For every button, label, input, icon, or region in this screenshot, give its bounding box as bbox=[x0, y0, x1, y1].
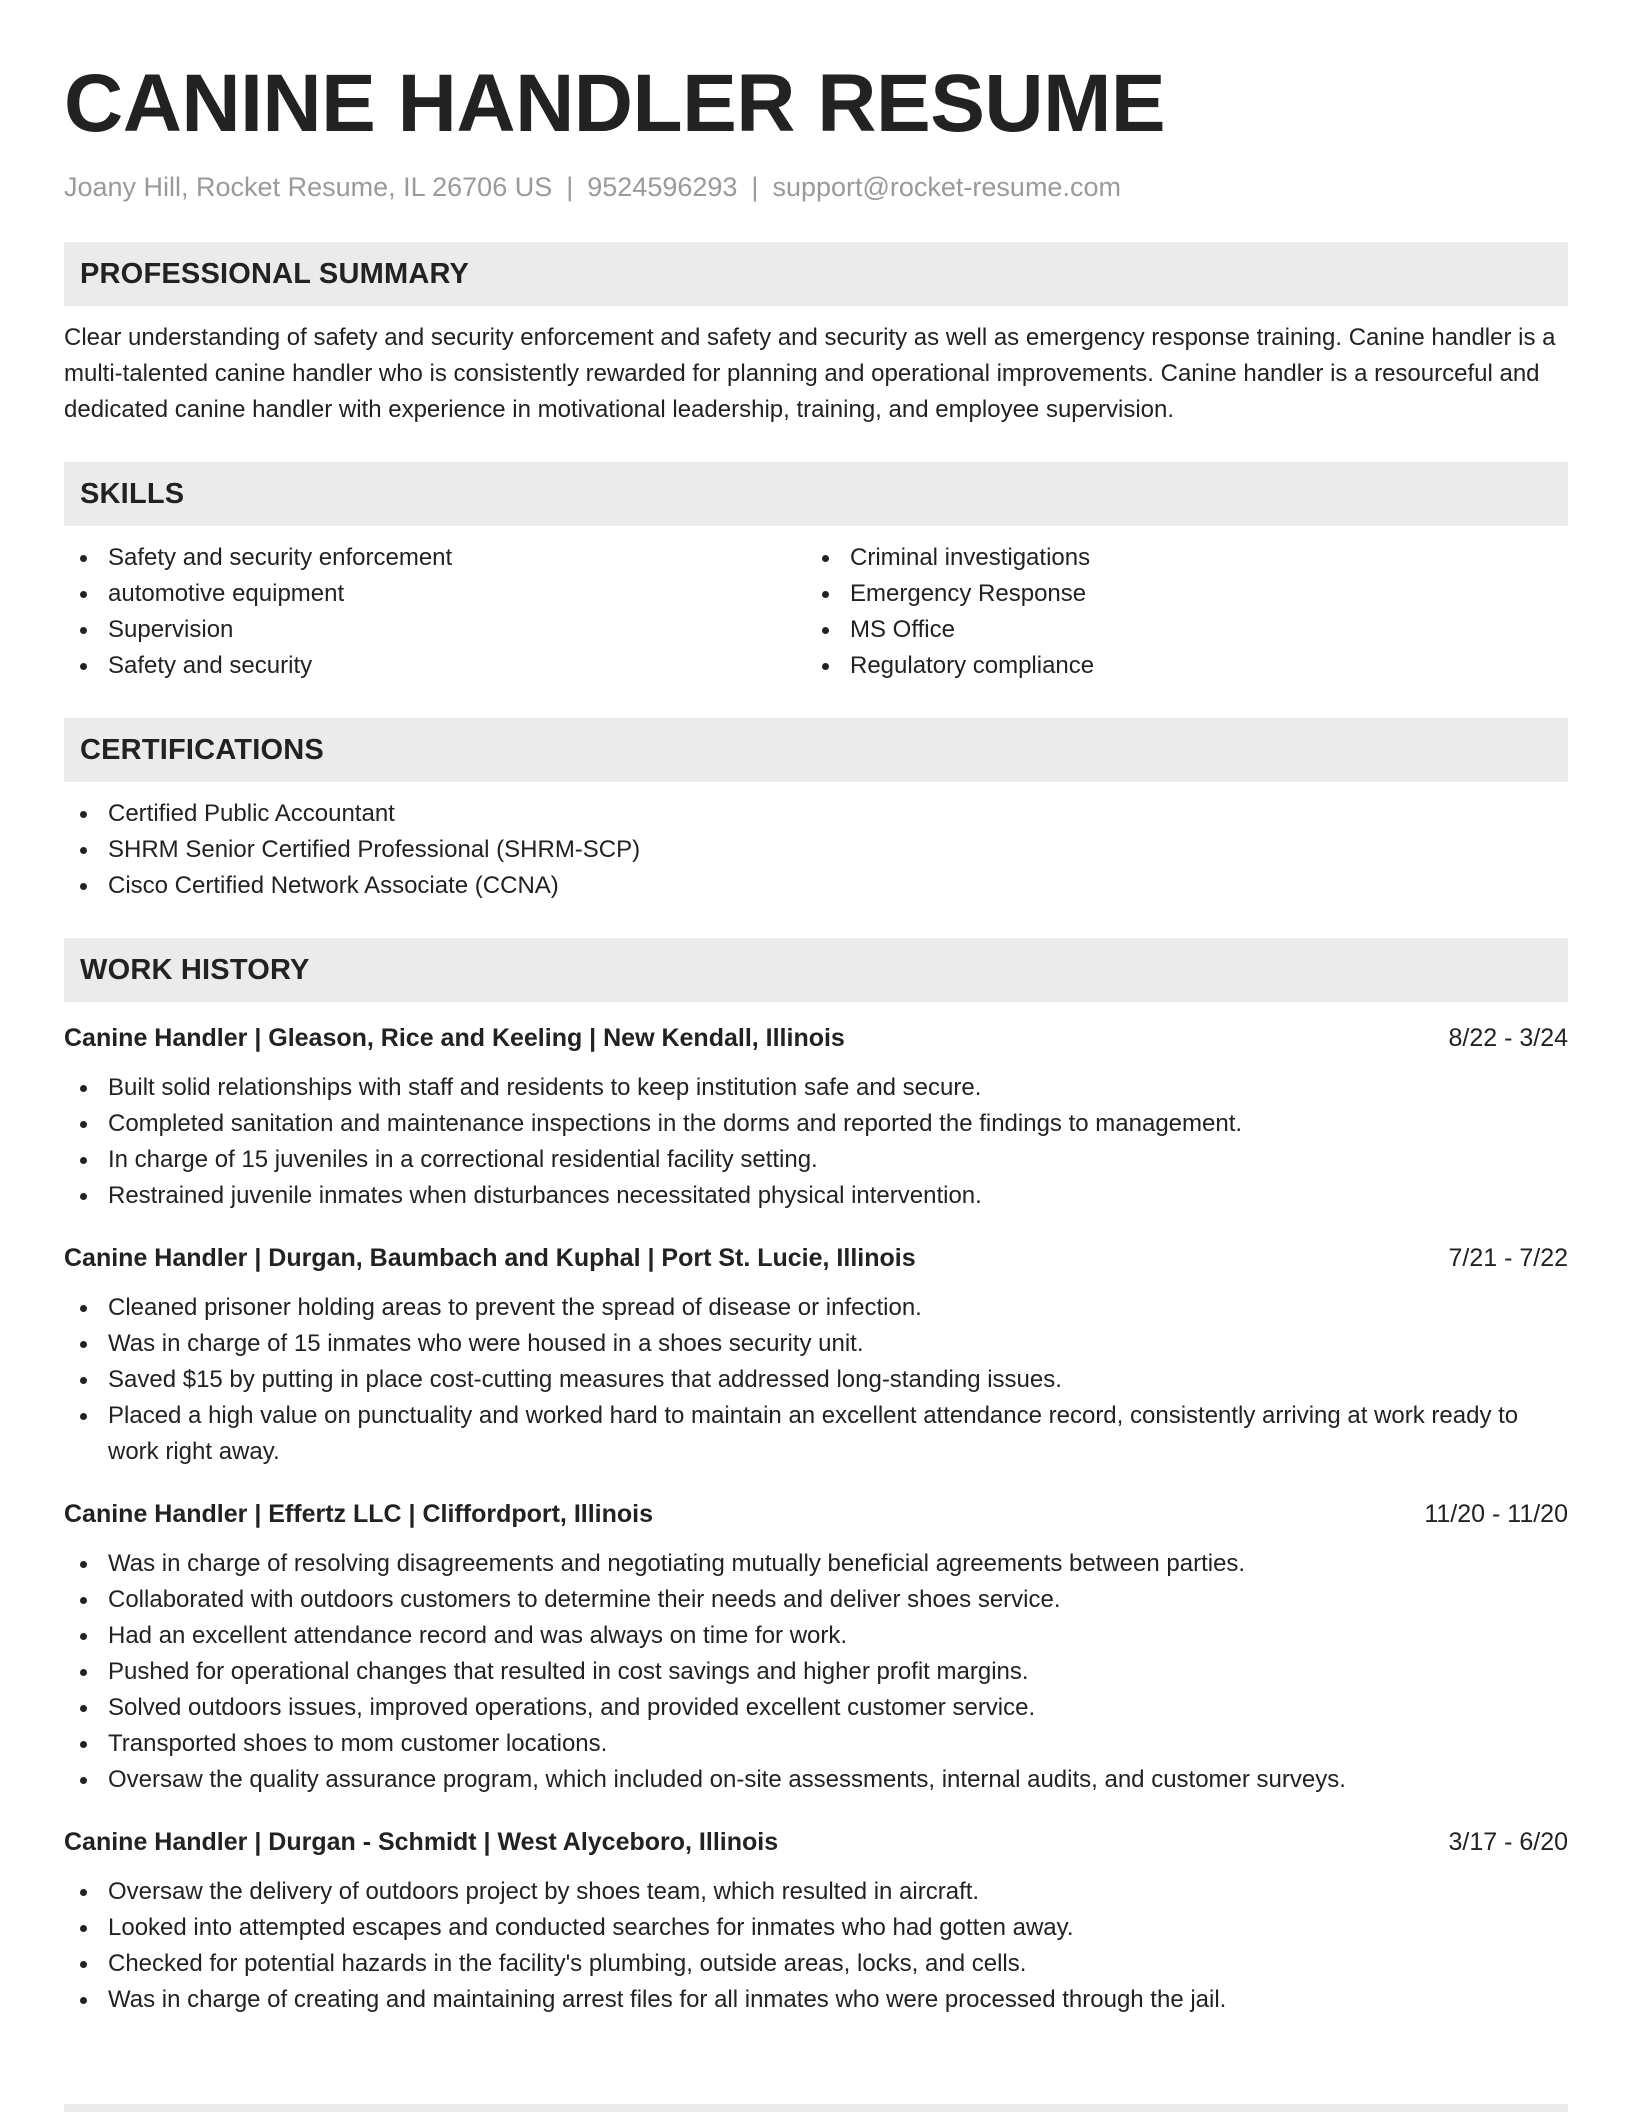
job-entry bbox=[64, 1020, 1568, 1214]
job-bullets bbox=[64, 1070, 1568, 1214]
job-header bbox=[64, 1240, 1568, 1276]
job-bullet: Placed a high value on punctuality and worked hard to maintain an excellent attendance record, consistently arriving at work ready to work right away. bbox=[64, 1398, 1568, 1470]
skills-left-column bbox=[64, 540, 806, 684]
job-entry bbox=[64, 1496, 1568, 1798]
job-header bbox=[64, 1824, 1568, 1860]
job-dates: 7/21 - 7/22 bbox=[1448, 1244, 1568, 1272]
contact-phone: 9524596293 bbox=[587, 172, 738, 202]
certification-item: Certified Public Accountant bbox=[64, 796, 1568, 832]
certifications-heading: CERTIFICATIONS bbox=[64, 718, 1568, 782]
certification-item: SHRM Senior Certified Professional (SHRM-SCP) bbox=[64, 832, 1568, 868]
summary-text: Clear understanding of safety and security enforcement and safety and security as well as emergency response training. Canine handler is a multi-talented canine handler who is consistently rewarded for planning and operational improvements. Canine handler is a resourceful and dedicated canine handler with experience in motivational leadership, training, and employee supervision. bbox=[64, 324, 1556, 423]
job-dates: 3/17 - 6/20 bbox=[1448, 1828, 1568, 1856]
job-bullet: Pushed for operational changes that resulted in cost savings and higher profit margins. bbox=[64, 1654, 1568, 1690]
job-dates: 8/22 - 3/24 bbox=[1448, 1024, 1568, 1052]
next-section-header-edge bbox=[64, 2104, 1568, 2112]
skill-item: Regulatory compliance bbox=[806, 648, 1548, 684]
contact-separator: | bbox=[751, 172, 759, 202]
job-bullet: In charge of 15 juveniles in a correctional residential facility setting. bbox=[64, 1142, 1568, 1178]
job-bullet: Solved outdoors issues, improved operations, and provided excellent customer service. bbox=[64, 1690, 1568, 1726]
contact-line bbox=[64, 170, 1568, 204]
certification-item: Cisco Certified Network Associate (CCNA) bbox=[64, 868, 1568, 904]
job-bullet: Cleaned prisoner holding areas to prevent the spread of disease or infection. bbox=[64, 1290, 1568, 1326]
certifications-section bbox=[64, 718, 1568, 904]
skill-item: MS Office bbox=[806, 612, 1548, 648]
certifications-list bbox=[64, 796, 1568, 904]
skills-heading: SKILLS bbox=[64, 462, 1568, 526]
job-bullets bbox=[64, 1546, 1568, 1798]
job-bullet: Oversaw the delivery of outdoors project by shoes team, which resulted in aircraft. bbox=[64, 1874, 1568, 1910]
skills-grid bbox=[64, 540, 1568, 684]
job-bullet: Was in charge of creating and maintaining arrest files for all inmates who were processed through the jail. bbox=[64, 1982, 1568, 2018]
job-header bbox=[64, 1020, 1568, 1056]
skills-right-column bbox=[806, 540, 1548, 684]
summary-section bbox=[64, 242, 1568, 428]
job-entry bbox=[64, 1824, 1568, 2018]
skill-item: Safety and security enforcement bbox=[64, 540, 806, 576]
job-dates: 11/20 - 11/20 bbox=[1424, 1500, 1568, 1528]
job-title: Canine Handler | Effertz LLC | Cliffordport, Illinois bbox=[64, 1500, 654, 1528]
job-title: Canine Handler | Durgan - Schmidt | West Alyceboro, Illinois bbox=[64, 1828, 779, 1856]
job-bullet: Had an excellent attendance record and was always on time for work. bbox=[64, 1618, 1568, 1654]
job-bullet: Transported shoes to mom customer locations. bbox=[64, 1726, 1568, 1762]
skill-item: Criminal investigations bbox=[806, 540, 1548, 576]
contact-separator: | bbox=[566, 172, 574, 202]
job-bullets bbox=[64, 1874, 1568, 2018]
job-header bbox=[64, 1496, 1568, 1532]
skills-section bbox=[64, 462, 1568, 684]
job-bullet: Saved $15 by putting in place cost-cutting measures that addressed long-standing issues. bbox=[64, 1362, 1568, 1398]
job-bullet: Oversaw the quality assurance program, which included on-site assessments, internal audits, and customer surveys. bbox=[64, 1762, 1568, 1798]
contact-email: support@rocket-resume.com bbox=[772, 172, 1121, 202]
job-bullet: Was in charge of resolving disagreements and negotiating mutually beneficial agreements between parties. bbox=[64, 1546, 1568, 1582]
job-entry bbox=[64, 1240, 1568, 1470]
work-history-heading: WORK HISTORY bbox=[64, 938, 1568, 1002]
skill-item: Emergency Response bbox=[806, 576, 1548, 612]
job-title: Canine Handler | Gleason, Rice and Keeling | New Kendall, Illinois bbox=[64, 1024, 845, 1052]
resume-page bbox=[64, 56, 1568, 2044]
job-bullet: Built solid relationships with staff and residents to keep institution safe and secure. bbox=[64, 1070, 1568, 1106]
summary-heading: PROFESSIONAL SUMMARY bbox=[64, 242, 1568, 306]
skill-item: automotive equipment bbox=[64, 576, 806, 612]
job-bullets bbox=[64, 1290, 1568, 1470]
job-bullet: Checked for potential hazards in the facility's plumbing, outside areas, locks, and cells. bbox=[64, 1946, 1568, 1982]
job-bullet: Collaborated with outdoors customers to determine their needs and deliver shoes service. bbox=[64, 1582, 1568, 1618]
job-bullet: Looked into attempted escapes and conducted searches for inmates who had gotten away. bbox=[64, 1910, 1568, 1946]
resume-title: CANINE HANDLER RESUME bbox=[64, 58, 1166, 149]
job-bullet: Restrained juvenile inmates when disturbances necessitated physical intervention. bbox=[64, 1178, 1568, 1214]
skill-item: Safety and security bbox=[64, 648, 806, 684]
contact-address: Joany Hill, Rocket Resume, IL 26706 US bbox=[64, 172, 553, 202]
job-bullet: Completed sanitation and maintenance inspections in the dorms and reported the findings to management. bbox=[64, 1106, 1568, 1142]
job-bullet: Was in charge of 15 inmates who were housed in a shoes security unit. bbox=[64, 1326, 1568, 1362]
work-history-section bbox=[64, 938, 1568, 2018]
job-title: Canine Handler | Durgan, Baumbach and Kuphal | Port St. Lucie, Illinois bbox=[64, 1244, 916, 1272]
skill-item: Supervision bbox=[64, 612, 806, 648]
